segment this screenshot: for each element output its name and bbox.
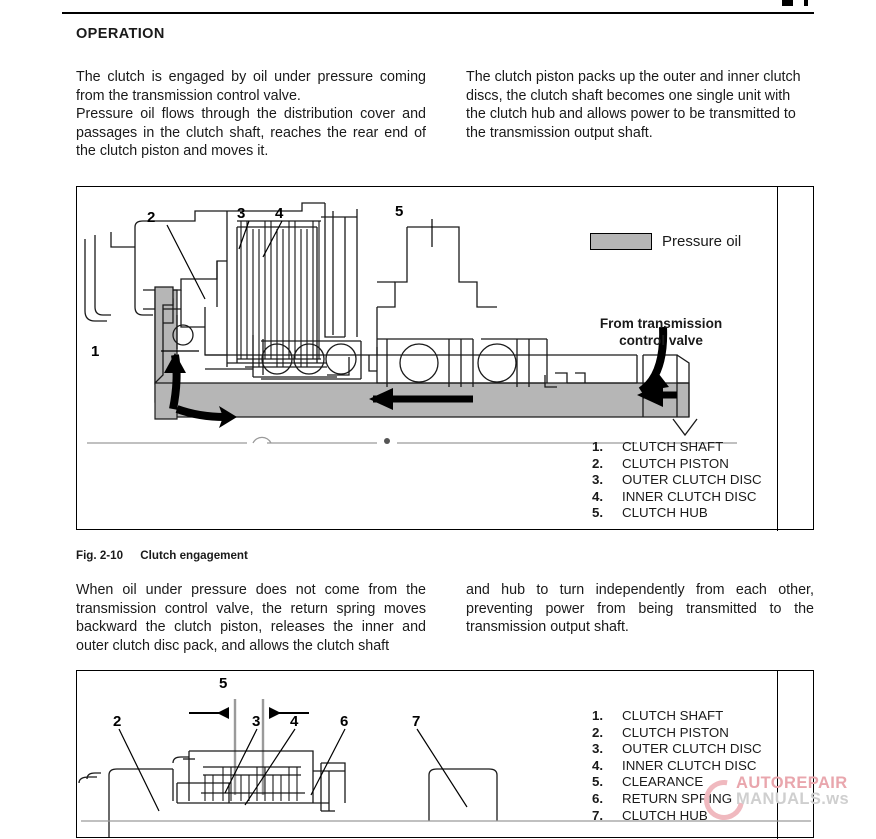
watermark-line-1: AUTOREPAIR — [736, 774, 848, 792]
figure-clutch-engagement — [76, 186, 814, 530]
annotation-line-1: From transmission — [599, 316, 723, 331]
part-name: CLUTCH PISTON — [622, 455, 729, 471]
figure-caption — [76, 549, 248, 562]
part-number: 2. — [592, 455, 604, 471]
part-number: 6. — [592, 790, 604, 806]
watermark-line-2: MANUALS.ws — [736, 790, 850, 808]
callout-4: 4 — [275, 205, 284, 222]
parts-list-item — [592, 505, 762, 522]
part-name: OUTER CLUTCH DISC — [622, 472, 762, 488]
part-name: CLEARANCE — [622, 774, 704, 790]
figure-caption-text: Clutch engagement — [140, 549, 248, 562]
paragraph-operation-left — [76, 68, 426, 161]
callout-3: 3 — [252, 713, 261, 730]
parts-list-item — [592, 472, 762, 489]
part-number: 5. — [592, 774, 604, 790]
callout-3: 3 — [237, 205, 246, 222]
part-name: INNER CLUTCH DISC — [622, 757, 757, 773]
annotation-from-transmission-control-valve — [571, 315, 751, 349]
paragraph-line-group-1: The clutch is engaged by oil under pressure coming from the transmission control valve. — [76, 69, 426, 104]
pressure-oil-label: Pressure oil — [662, 233, 742, 250]
part-number: 3. — [592, 741, 604, 757]
annotation-line-2: control valve — [619, 333, 703, 348]
callout-1: 1 — [91, 343, 100, 360]
parts-list-item — [592, 725, 762, 742]
part-name: CLUTCH HUB — [622, 505, 708, 521]
paragraph-line-group-2: Pressure oil flows through the distribution cover and passages in the clutch shaft, reaches the rear end of the clutch piston and moves it. — [76, 106, 426, 160]
callout-2: 2 — [113, 713, 122, 730]
part-name: CLUTCH PISTON — [622, 724, 729, 740]
paragraph-disengagement-right: and hub to turn independently from each other, preventing power from being transmitted to the transmission output shaft. — [466, 582, 814, 636]
part-name: RETURN SPRING — [622, 790, 733, 806]
header-rule — [62, 12, 814, 14]
callout-5: 5 — [219, 675, 228, 692]
callout-4: 4 — [290, 713, 299, 730]
part-name: CLUTCH SHAFT — [622, 708, 724, 723]
part-name: CLUTCH SHAFT — [622, 439, 724, 454]
parts-list-item — [592, 708, 762, 725]
page-title: OPERATION — [76, 26, 165, 42]
parts-list-item — [592, 456, 762, 473]
callout-7: 7 — [412, 713, 421, 730]
paragraph-disengagement-left: When oil under pressure does not come from the transmission control valve, the return spring moves backward the clutch piston, releases the inner and outer clutch disc pack, and allows the clutch shaft — [76, 582, 426, 654]
callout-5: 5 — [395, 203, 404, 220]
parts-list-item — [592, 774, 762, 791]
part-number: 4. — [592, 488, 604, 504]
figure-number: Fig. 2-10 — [76, 549, 124, 562]
part-number: 4. — [592, 757, 604, 773]
header-page-marker — [782, 0, 816, 9]
parts-list-item — [592, 741, 762, 758]
part-number: 1. — [592, 708, 604, 723]
figure1-parts-list — [592, 439, 762, 522]
part-name: INNER CLUTCH DISC — [622, 488, 757, 504]
parts-list-item — [592, 758, 762, 775]
parts-list-item — [592, 808, 762, 825]
part-number: 5. — [592, 505, 604, 521]
parts-list-item — [592, 439, 762, 456]
part-name: OUTER CLUTCH DISC — [622, 741, 762, 757]
part-number: 1. — [592, 439, 604, 454]
figure2-parts-list — [592, 708, 762, 824]
part-number: 2. — [592, 724, 604, 740]
callout-6: 6 — [340, 713, 349, 730]
parts-list-item — [592, 791, 762, 808]
part-number: 7. — [592, 807, 604, 823]
pressure-oil-swatch — [590, 233, 652, 250]
part-name: CLUTCH HUB — [622, 807, 708, 823]
figure-clutch-disengagement — [76, 670, 814, 838]
part-number: 3. — [592, 472, 604, 488]
legend-pressure-oil — [590, 233, 741, 250]
callout-2: 2 — [147, 209, 156, 226]
paragraph-operation-right: The clutch piston packs up the outer and inner clutch discs, the clutch shaft becomes one single unit with the clutch hub and allows power to be transmitted to the transmission output shaft. — [466, 69, 801, 141]
parts-list-item — [592, 489, 762, 506]
